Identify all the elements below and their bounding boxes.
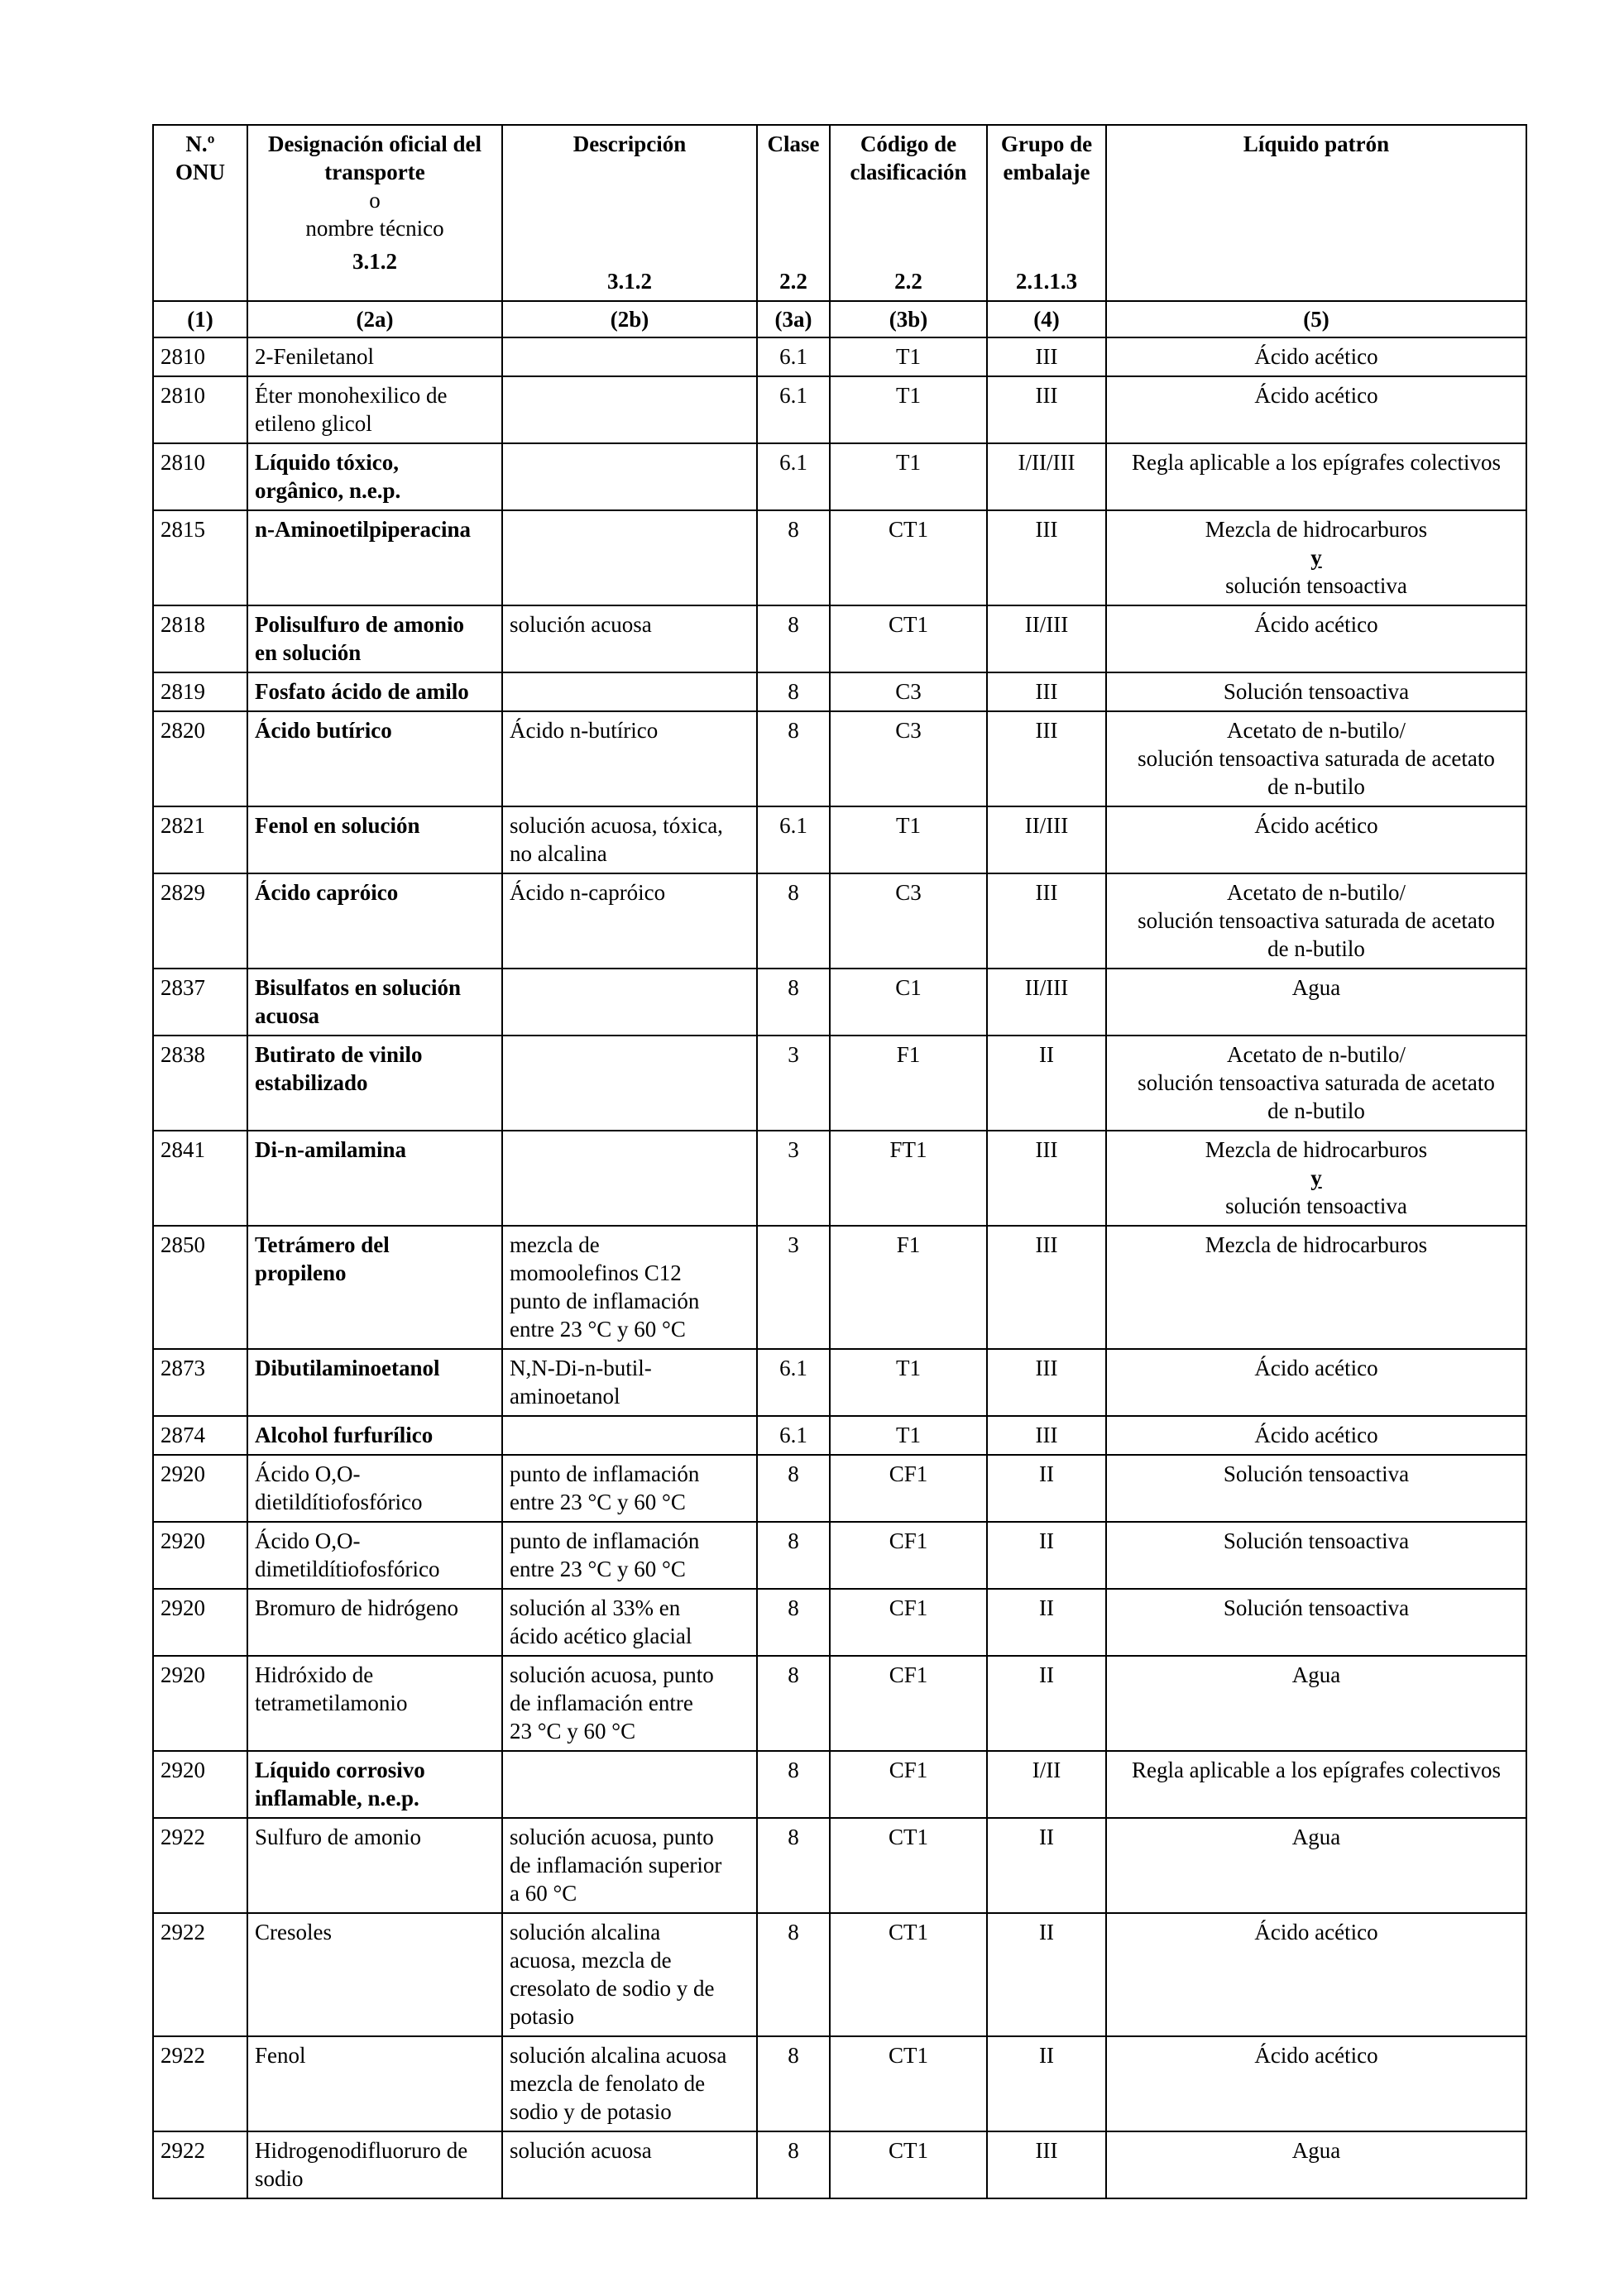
un-number-cell: 2922: [153, 2131, 247, 2198]
standard-liquid-cell: Solución tensoactiva: [1106, 1589, 1526, 1656]
class-cell: 8: [757, 1656, 830, 1751]
packing-group-cell: III: [987, 1349, 1106, 1416]
table-row: [153, 337, 1526, 376]
header-description: Descripción 3.1.2: [502, 125, 757, 301]
column-number: (1): [153, 301, 247, 337]
standard-liquid-cell: Solución tensoactiva: [1106, 1522, 1526, 1589]
classification-code-cell: CF1: [830, 1656, 987, 1751]
description-cell: mezcla de momoolefinos C12 punto de inflamación entre 23 °C y 60 °C: [502, 1226, 757, 1349]
packing-group-cell: II/III: [987, 806, 1106, 873]
class-cell: 6.1: [757, 1349, 830, 1416]
classification-code-cell: CF1: [830, 1751, 987, 1818]
packing-group-cell: II: [987, 1818, 1106, 1913]
column-number: (4): [987, 301, 1106, 337]
description-cell: solución acuosa, punto de inflamación entre 23 °C y 60 °C: [502, 1656, 757, 1751]
packing-group-cell: III: [987, 1416, 1106, 1455]
un-number-cell: 2920: [153, 1455, 247, 1522]
un-number-cell: 2815: [153, 510, 247, 605]
classification-code-cell: C1: [830, 969, 987, 1036]
description-cell: solución al 33% en ácido acético glacial: [502, 1589, 757, 1656]
packing-group-cell: II: [987, 1589, 1106, 1656]
class-cell: 8: [757, 1913, 830, 2036]
designation-cell: Butirato de vinilo estabilizado: [247, 1036, 502, 1131]
packing-group-cell: II: [987, 1656, 1106, 1751]
standard-liquid-cell: Solución tensoactiva: [1106, 1455, 1526, 1522]
standard-liquid-cell: Solución tensoactiva: [1106, 672, 1526, 711]
document-page: [152, 124, 1526, 2199]
standard-liquid-cell: Mezcla de hidrocarburos: [1106, 1226, 1526, 1349]
classification-code-cell: F1: [830, 1036, 987, 1131]
description-cell: [502, 1036, 757, 1131]
description-cell: [502, 1131, 757, 1226]
standard-liquid-cell: Ácido acético: [1106, 1349, 1526, 1416]
designation-cell: Tetrámero del propileno: [247, 1226, 502, 1349]
description-cell: solución acuosa, punto de inflamación superior a 60 °C: [502, 1818, 757, 1913]
designation-cell: Fenol en solución: [247, 806, 502, 873]
standard-liquid-cell: Mezcla de hidrocarburos y solución tensoactiva: [1106, 1131, 1526, 1226]
class-cell: 8: [757, 1818, 830, 1913]
un-number-cell: 2820: [153, 711, 247, 806]
un-number-cell: 2850: [153, 1226, 247, 1349]
description-cell: [502, 1416, 757, 1455]
column-number: (5): [1106, 301, 1526, 337]
description-cell: [502, 337, 757, 376]
un-number-cell: 2922: [153, 1913, 247, 2036]
designation-cell: Éter monohexilico de etileno glicol: [247, 376, 502, 443]
un-number-cell: 2874: [153, 1416, 247, 1455]
un-number-cell: 2810: [153, 443, 247, 510]
class-cell: 8: [757, 2131, 830, 2198]
liquids-table: [152, 124, 1527, 2199]
description-cell: punto de inflamación entre 23 °C y 60 °C: [502, 1522, 757, 1589]
class-cell: 3: [757, 1036, 830, 1131]
classification-code-cell: C3: [830, 672, 987, 711]
description-cell: [502, 672, 757, 711]
description-cell: [502, 1751, 757, 1818]
classification-code-cell: T1: [830, 806, 987, 873]
table-row: [153, 1455, 1526, 1522]
classification-code-cell: T1: [830, 443, 987, 510]
packing-group-cell: III: [987, 2131, 1106, 2198]
description-cell: [502, 510, 757, 605]
class-cell: 8: [757, 605, 830, 672]
standard-liquid-cell: Ácido acético: [1106, 806, 1526, 873]
standard-liquid-cell: Regla aplicable a los epígrafes colectivos: [1106, 1751, 1526, 1818]
classification-code-cell: CF1: [830, 1455, 987, 1522]
table-row: [153, 672, 1526, 711]
header-class: Clase 2.2: [757, 125, 830, 301]
class-cell: 8: [757, 1589, 830, 1656]
class-cell: 8: [757, 2036, 830, 2131]
designation-cell: Ácido O,O- dietildítiofosfórico: [247, 1455, 502, 1522]
un-number-cell: 2920: [153, 1522, 247, 1589]
classification-code-cell: CT1: [830, 510, 987, 605]
packing-group-cell: II/III: [987, 605, 1106, 672]
table-row: [153, 1349, 1526, 1416]
column-number: (3a): [757, 301, 830, 337]
packing-group-cell: III: [987, 873, 1106, 969]
standard-liquid-cell: Regla aplicable a los epígrafes colectivos: [1106, 443, 1526, 510]
column-number: (3b): [830, 301, 987, 337]
standard-liquid-cell: Ácido acético: [1106, 1416, 1526, 1455]
classification-code-cell: FT1: [830, 1131, 987, 1226]
class-cell: 8: [757, 1522, 830, 1589]
un-number-cell: 2922: [153, 2036, 247, 2131]
packing-group-cell: III: [987, 337, 1106, 376]
packing-group-cell: II: [987, 1522, 1106, 1589]
classification-code-cell: F1: [830, 1226, 987, 1349]
standard-liquid-cell: Agua: [1106, 1656, 1526, 1751]
designation-cell: Ácido capróico: [247, 873, 502, 969]
packing-group-cell: II/III: [987, 969, 1106, 1036]
designation-cell: Ácido butírico: [247, 711, 502, 806]
classification-code-cell: CF1: [830, 1589, 987, 1656]
standard-liquid-cell: Agua: [1106, 1818, 1526, 1913]
designation-cell: Polisulfuro de amonio en solución: [247, 605, 502, 672]
class-cell: 8: [757, 1751, 830, 1818]
packing-group-cell: I/II/III: [987, 443, 1106, 510]
standard-liquid-cell: Ácido acético: [1106, 2036, 1526, 2131]
designation-cell: Fosfato ácido de amilo: [247, 672, 502, 711]
class-cell: 3: [757, 1131, 830, 1226]
standard-liquid-cell: Acetato de n-butilo/ solución tensoactiva saturada de acetato de n-butilo: [1106, 873, 1526, 969]
classification-code-cell: T1: [830, 1349, 987, 1416]
un-number-cell: 2818: [153, 605, 247, 672]
class-cell: 3: [757, 1226, 830, 1349]
packing-group-cell: II: [987, 2036, 1106, 2131]
packing-group-cell: III: [987, 1226, 1106, 1349]
class-cell: 8: [757, 1455, 830, 1522]
un-number-cell: 2838: [153, 1036, 247, 1131]
table-row: [153, 969, 1526, 1036]
header-classification-code: Código de clasificación 2.2: [830, 125, 987, 301]
header-row: [153, 125, 1526, 301]
header-packing-group: Grupo de embalaje 2.1.1.3: [987, 125, 1106, 301]
packing-group-cell: III: [987, 1131, 1106, 1226]
classification-code-cell: T1: [830, 376, 987, 443]
un-number-cell: 2821: [153, 806, 247, 873]
class-cell: 8: [757, 510, 830, 605]
table-row: [153, 1036, 1526, 1131]
classification-code-cell: CT1: [830, 1818, 987, 1913]
packing-group-cell: I/II: [987, 1751, 1106, 1818]
designation-cell: Di-n-amilamina: [247, 1131, 502, 1226]
table-row: [153, 1589, 1526, 1656]
description-cell: [502, 969, 757, 1036]
description-cell: [502, 443, 757, 510]
un-number-cell: 2837: [153, 969, 247, 1036]
designation-cell: Fenol: [247, 2036, 502, 2131]
designation-cell: Ácido O,O- dimetildítiofosfórico: [247, 1522, 502, 1589]
table-row: [153, 1751, 1526, 1818]
designation-cell: Líquido tóxico, orgânico, n.e.p.: [247, 443, 502, 510]
classification-code-cell: T1: [830, 337, 987, 376]
designation-cell: n-Aminoetilpiperacina: [247, 510, 502, 605]
un-number-cell: 2920: [153, 1589, 247, 1656]
description-cell: solución acuosa: [502, 2131, 757, 2198]
class-cell: 8: [757, 873, 830, 969]
packing-group-cell: II: [987, 1036, 1106, 1131]
description-cell: solución acuosa: [502, 605, 757, 672]
un-number-cell: 2841: [153, 1131, 247, 1226]
description-cell: solución alcalina acuosa mezcla de fenolato de sodio y de potasio: [502, 2036, 757, 2131]
classification-code-cell: CT1: [830, 1913, 987, 2036]
table-row: [153, 2131, 1526, 2198]
designation-cell: Alcohol furfurílico: [247, 1416, 502, 1455]
designation-cell: Líquido corrosivo inflamable, n.e.p.: [247, 1751, 502, 1818]
designation-cell: Sulfuro de amonio: [247, 1818, 502, 1913]
class-cell: 8: [757, 672, 830, 711]
table-row: [153, 376, 1526, 443]
standard-liquid-cell: Ácido acético: [1106, 376, 1526, 443]
packing-group-cell: III: [987, 711, 1106, 806]
standard-liquid-cell: Ácido acético: [1106, 337, 1526, 376]
header-designation: Designación oficial del transporte o nombre técnico 3.1.2: [247, 125, 502, 301]
designation-cell: Dibutilaminoetanol: [247, 1349, 502, 1416]
table-row: [153, 443, 1526, 510]
column-number-row: [153, 301, 1526, 337]
description-cell: [502, 376, 757, 443]
designation-cell: Bromuro de hidrógeno: [247, 1589, 502, 1656]
table-row: [153, 2036, 1526, 2131]
description-cell: punto de inflamación entre 23 °C y 60 °C: [502, 1455, 757, 1522]
table-row: [153, 873, 1526, 969]
header-un-number: N.º ONU: [153, 125, 247, 301]
classification-code-cell: CT1: [830, 2036, 987, 2131]
table-row: [153, 1913, 1526, 2036]
standard-liquid-cell: Agua: [1106, 969, 1526, 1036]
class-cell: 8: [757, 969, 830, 1036]
packing-group-cell: II: [987, 1455, 1106, 1522]
un-number-cell: 2810: [153, 337, 247, 376]
packing-group-cell: III: [987, 376, 1106, 443]
header-standard-liquid: Líquido patrón: [1106, 125, 1526, 301]
standard-liquid-cell: Ácido acético: [1106, 605, 1526, 672]
table-row: [153, 1522, 1526, 1589]
class-cell: 6.1: [757, 1416, 830, 1455]
un-number-cell: 2873: [153, 1349, 247, 1416]
un-number-cell: 2920: [153, 1656, 247, 1751]
table-row: [153, 605, 1526, 672]
class-cell: 6.1: [757, 376, 830, 443]
classification-code-cell: CT1: [830, 2131, 987, 2198]
table-row: [153, 510, 1526, 605]
class-cell: 8: [757, 711, 830, 806]
classification-code-cell: T1: [830, 1416, 987, 1455]
classification-code-cell: C3: [830, 711, 987, 806]
designation-cell: 2-Feniletanol: [247, 337, 502, 376]
standard-liquid-cell: Acetato de n-butilo/ solución tensoactiva saturada de acetato de n-butilo: [1106, 711, 1526, 806]
class-cell: 6.1: [757, 806, 830, 873]
designation-cell: Hidrogenodifluoruro de sodio: [247, 2131, 502, 2198]
packing-group-cell: III: [987, 672, 1106, 711]
designation-cell: Bisulfatos en solución acuosa: [247, 969, 502, 1036]
description-cell: N,N-Di-n-butil- aminoetanol: [502, 1349, 757, 1416]
description-cell: Ácido n-butírico: [502, 711, 757, 806]
table-row: [153, 1818, 1526, 1913]
column-number: (2b): [502, 301, 757, 337]
standard-liquid-cell: Ácido acético: [1106, 1913, 1526, 2036]
packing-group-cell: III: [987, 510, 1106, 605]
classification-code-cell: CF1: [830, 1522, 987, 1589]
table-body: [153, 337, 1526, 2198]
un-number-cell: 2810: [153, 376, 247, 443]
designation-cell: Hidróxido de tetrametilamonio: [247, 1656, 502, 1751]
table-row: [153, 1656, 1526, 1751]
un-number-cell: 2922: [153, 1818, 247, 1913]
table-row: [153, 711, 1526, 806]
standard-liquid-cell: Mezcla de hidrocarburos y solución tensoactiva: [1106, 510, 1526, 605]
description-cell: solución alcalina acuosa, mezcla de cresolato de sodio y de potasio: [502, 1913, 757, 2036]
table-row: [153, 1226, 1526, 1349]
class-cell: 6.1: [757, 443, 830, 510]
description-cell: solución acuosa, tóxica, no alcalina: [502, 806, 757, 873]
standard-liquid-cell: Agua: [1106, 2131, 1526, 2198]
un-number-cell: 2819: [153, 672, 247, 711]
un-number-cell: 2829: [153, 873, 247, 969]
designation-cell: Cresoles: [247, 1913, 502, 2036]
table-row: [153, 1416, 1526, 1455]
classification-code-cell: C3: [830, 873, 987, 969]
column-number: (2a): [247, 301, 502, 337]
classification-code-cell: CT1: [830, 605, 987, 672]
table-row: [153, 806, 1526, 873]
class-cell: 6.1: [757, 337, 830, 376]
packing-group-cell: II: [987, 1913, 1106, 2036]
un-number-cell: 2920: [153, 1751, 247, 1818]
standard-liquid-cell: Acetato de n-butilo/ solución tensoactiva saturada de acetato de n-butilo: [1106, 1036, 1526, 1131]
table-row: [153, 1131, 1526, 1226]
description-cell: Ácido n-capróico: [502, 873, 757, 969]
